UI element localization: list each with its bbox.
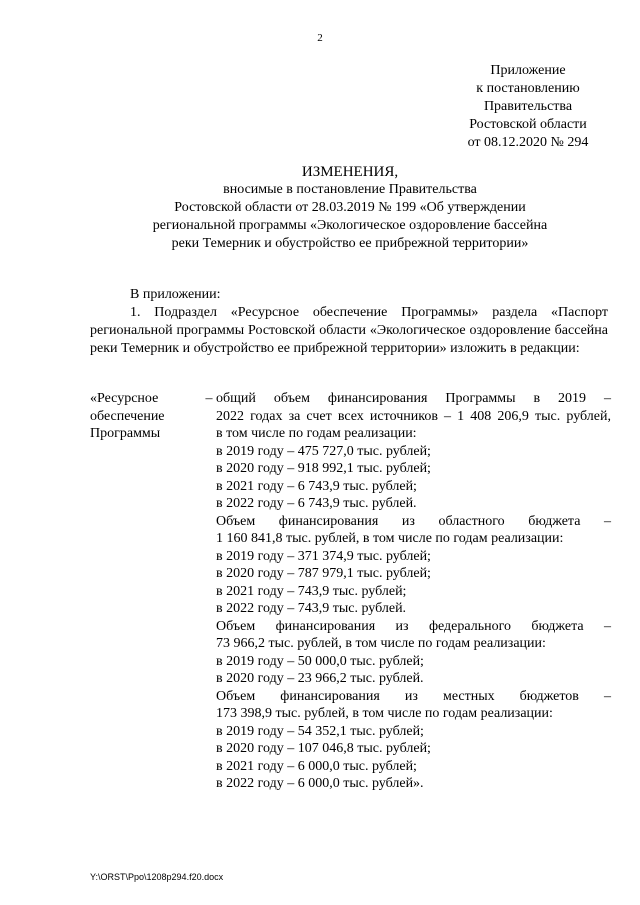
table-line: в 2022 году – 743,9 тыс. рублей. [216,601,407,616]
table-line: в 2019 году – 50 000,0 тыс. рублей; [216,653,424,669]
table-line: в 2019 году – 371 374,9 тыс. рублей; [216,548,431,564]
document-title [90,163,610,253]
table-line: Объем финансирования из областного бюджета – [216,513,611,529]
title-line: вносимые в постановление Правительства [223,182,477,197]
appendix-line: от 08.12.2020 № 294 [467,135,589,150]
table-line: Объем финансирования из федерального бюджета – [216,618,611,634]
main-paragraph: 1. Подраздел «Ресурсное обеспечение Программы» раздела «Паспорт региональной программы Ростовской области «Экологическое оздоровление бассейна реки Темерник и обустройство ее прибрежной территории» изложить в редакции: [90,305,608,356]
table-line: общий объем финансирования Программы в 2019 – [216,391,611,406]
table-line: в 2020 году – 23 966,2 тыс. рублей. [216,671,424,686]
appendix-line: к постановлению [476,81,580,96]
label-line: Программы [90,426,161,441]
table-right-content [216,390,611,793]
table-line: 1 160 841,8 тыс. рублей, в том числе по годам реализации: [216,531,564,546]
body-text [90,286,608,358]
intro-line: В приложении: [130,287,221,302]
table-line: в 2019 году – 475 727,0 тыс. рублей; [216,443,431,459]
title-line: реки Темерник и обустройство ее прибрежной территории» [171,236,529,251]
table-line: в 2021 году – 6 743,9 тыс. рублей; [216,478,417,494]
table-left-label [90,390,200,443]
page-number: 2 [317,32,323,44]
appendix-block [420,62,636,152]
table-line: в 2022 году – 6 743,9 тыс. рублей. [216,496,417,511]
appendix-line: Приложение [490,63,566,78]
table-line: в 2019 году – 54 352,1 тыс. рублей; [216,723,424,739]
table-line: 73 966,2 тыс. рублей, в том числе по годам реализации: [216,636,546,651]
table-line: в 2021 году – 743,9 тыс. рублей; [216,583,407,599]
label-line: «Ресурсное [90,391,159,406]
table-line: в 2020 году – 107 046,8 тыс. рублей; [216,741,431,756]
table-line: в 2020 году – 918 992,1 тыс. рублей; [216,461,431,476]
table-line: Объем финансирования из местных бюджетов – [216,688,611,704]
title-heading: ИЗМЕНЕНИЯ, [301,164,399,180]
table-line: 173 398,9 тыс. рублей, в том числе по годам реализации: [216,706,553,721]
title-line: Ростовской области от 28.03.2019 № 199 «Об утверждении [174,200,526,215]
title-line: региональной программы «Экологическое оздоровление бассейна [152,218,548,233]
table-line: в том числе по годам реализации: [216,426,417,441]
appendix-line: Правительства [483,99,573,114]
table-dash: – [205,391,213,406]
label-line: обеспечение [90,408,165,424]
table-line: в 2021 году – 6 000,0 тыс. рублей; [216,758,417,774]
table-line: 2022 годах за счет всех источников – 1 408 206,9 тыс. рублей, [216,408,611,424]
footer-file-path: Y:\ORST\Ppo\1208p294.f20.docx [90,872,224,882]
table-line: в 2020 году – 787 979,1 тыс. рублей; [216,566,431,581]
table-line: в 2022 году – 6 000,0 тыс. рублей». [216,776,424,791]
appendix-line: Ростовской области [469,117,587,132]
